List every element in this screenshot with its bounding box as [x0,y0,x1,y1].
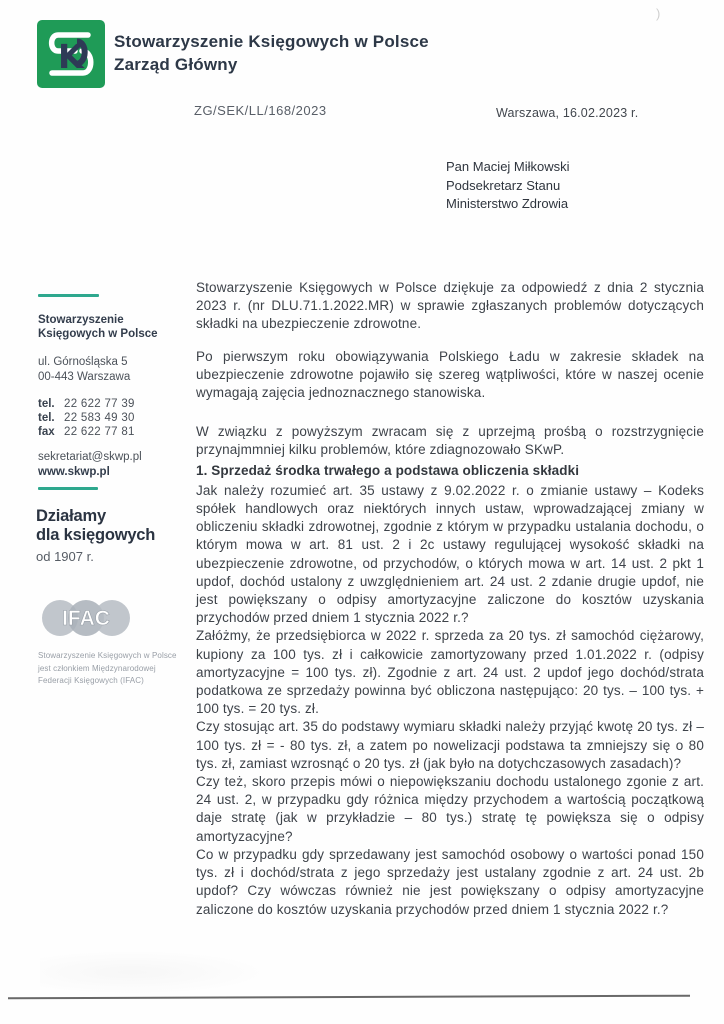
phone-row [38,411,135,425]
phone-label: tel. [38,412,55,425]
phone-number: 22 583 49 30 [64,412,135,425]
section-heading: 1. Sprzedaż środka trwałego a podstawa obliczenia składki [196,462,580,478]
scan-artifact-mark: ) [656,6,661,21]
place-and-date: Warszawa, 16.02.2023 r. [496,106,639,120]
ifac-membership-note [38,650,177,688]
phone-label: tel. [38,398,55,410]
ifac-note-line2: jest członkiem Międzynarodowej [38,663,156,673]
tagline-line1: Działamy [36,507,106,525]
ifac-logo-text: IFAC [62,607,110,630]
question-paragraph-4: Czy też, skoro przepis mówi o niepowiększaniu dochodu ustalonego zgonie z art. 24 ust. 2, w przypadku gdy różnica między przychodem a wartością początkową daje stratę (jak w przykładzie – 80 tys.) stratę tę powiększa się o odpisy amortyzacyjne? [196,774,704,844]
tagline-line2: dla księgowych [36,526,156,544]
fax-label: fax [38,426,55,439]
address-street: ul. Górnośląska 5 [38,356,128,368]
sidebar-org-name-line2: Księgowych w Polsce [38,328,158,340]
letterhead-title [114,31,429,76]
skwp-logo [37,20,105,88]
question-paragraph-5: Co w przypadku gdy sprzedawany jest samochód osobowy o wartości ponad 150 tys. zł i dochód/strata z jego sprzedaży jest ustalany zgodnie z art. 24 ust. 2b updof? Czy wówczas również nie jest powiększany o odpisy amortyzacyjne zaliczone do kosztów uzyskania przychodów przed dniem 1 stycznia 2022 r.? [196,846,704,917]
body-paragraph-thanks: Stowarzyszenie Księgowych w Polsce dziękuje za odpowiedź z dnia 2 stycznia 2023 r. (nr DLU.71.1.2022.MR) w sprawie zgłaszanych problemów dotyczących składki na ubezpieczenie zdrowotne. [196,280,704,332]
recipient-block [446,158,570,214]
ifac-logo [36,594,136,644]
recipient-title: Podsekretarz Stanu [446,177,561,193]
question-paragraph-1: Jak należy rozumieć art. 35 ustawy z 9.02.2022 r. o zmianie ustawy – Kodeks spółek handlowych oraz niektórych innych ustaw, wprowadzającej zmiany w obliczeniu składki zdrowotnej, zgodnie z którym w przypadku ustalania dochodu, o którym mowa w art. 81 ust. 2 i 2c ustawy regulującej wysokość składki na ubezpieczenie zdrowotne, od przychodów, o których mowa w art. 14 ust. 2 pkt 1 updof, dochód ustalony z uwzględnieniem art. 24 ust. 2 zdanie drugie updof, nie jest powiększany o odpisy amortyzacyjne zaliczone do kosztów uzyskania przychodów przed dniem 1 stycznia 2022 r.? [196,482,704,626]
phone-row [38,425,135,439]
ifac-note-line1: Stowarzyszenie Księgowych w Polsce [38,651,177,660]
sidebar-website: www.skwp.pl [38,466,110,478]
fax-number: 22 622 77 81 [64,426,135,439]
recipient-name: Pan Maciej Miłkowski [446,159,570,174]
skwp-logo-icon [37,20,105,88]
ifac-note-line3: Federacji Księgowych (IFAC) [38,676,144,685]
body-paragraph-request: W związku z powyższym zwracam się z uprzejmą prośbą o rozstrzygnięcie przynajmmniej kilku problemów, które zdiagnozowało SKwP. [196,424,704,458]
address-city: 00-443 Warszawa [38,370,131,383]
ifac-logo-icon [36,594,136,644]
sidebar-org-name [38,313,158,341]
letter-body [196,279,704,919]
body-paragraph-context: Po pierwszym roku obowiązywania Polskiego Ładu w zakresie składek na ubezpieczenie zdrowotne pojawiło się szereg wątpliwości, które w naszej ocenie wymagają zajęcia jednoznacznego stanowiska. [196,348,704,401]
phone-number: 22 622 77 39 [64,398,135,410]
org-name: Stowarzyszenie Księgowych w Polsce [114,32,429,51]
question-paragraph-3: Czy stosując art. 35 do podstawy wymiaru składki należy przyjąć kwotę 20 tys. zł – 100 tys. zł = - 80 tys. zł, a zatem po nowelizacji podstawa ta zmniejszy się o 80 tys. zł, zamiast wzrosnąć o 20 tys. zł (jak było na dotychczasowych zasadach)? [196,719,704,771]
scan-artifact-smudge [40,950,270,995]
reference-number: ZG/SEK/LL/168/2023 [194,103,327,118]
sidebar-email: sekretariat@skwp.pl [38,451,142,463]
logo-letter: K [58,37,84,76]
org-unit: Zarząd Główny [114,54,238,74]
scan-artifact-line [8,995,690,999]
sidebar-contact-phones [38,397,135,440]
tagline-since: od 1907 r. [36,549,94,564]
sidebar-divider-bottom [38,487,98,490]
sidebar-divider-top [38,294,99,297]
recipient-institution: Ministerstwo Zdrowia [446,196,569,211]
question-paragraph-2: Załóżmy, że przedsiębiorca w 2022 r. sprzeda za 20 tys. zł samochód ciężarowy, kupiony za 100 tys. zł i całkowicie zamortyzowany przed 1.01.2022 r. (odpisy amortyzacyjne = 100 tys. zł). Zgodnie z art. 24 ust. 2 updof jego dochód/strata podatkowa ze sprzedaży powinna być obliczona następująco: 20 tys. – 100 tys. + 100 tys. = 20 tys. zł. [196,628,704,717]
sidebar-tagline [36,507,196,564]
sidebar-address [38,355,130,384]
phone-row [38,397,135,411]
sidebar-org-name-line1: Stowarzyszenie [38,314,124,326]
